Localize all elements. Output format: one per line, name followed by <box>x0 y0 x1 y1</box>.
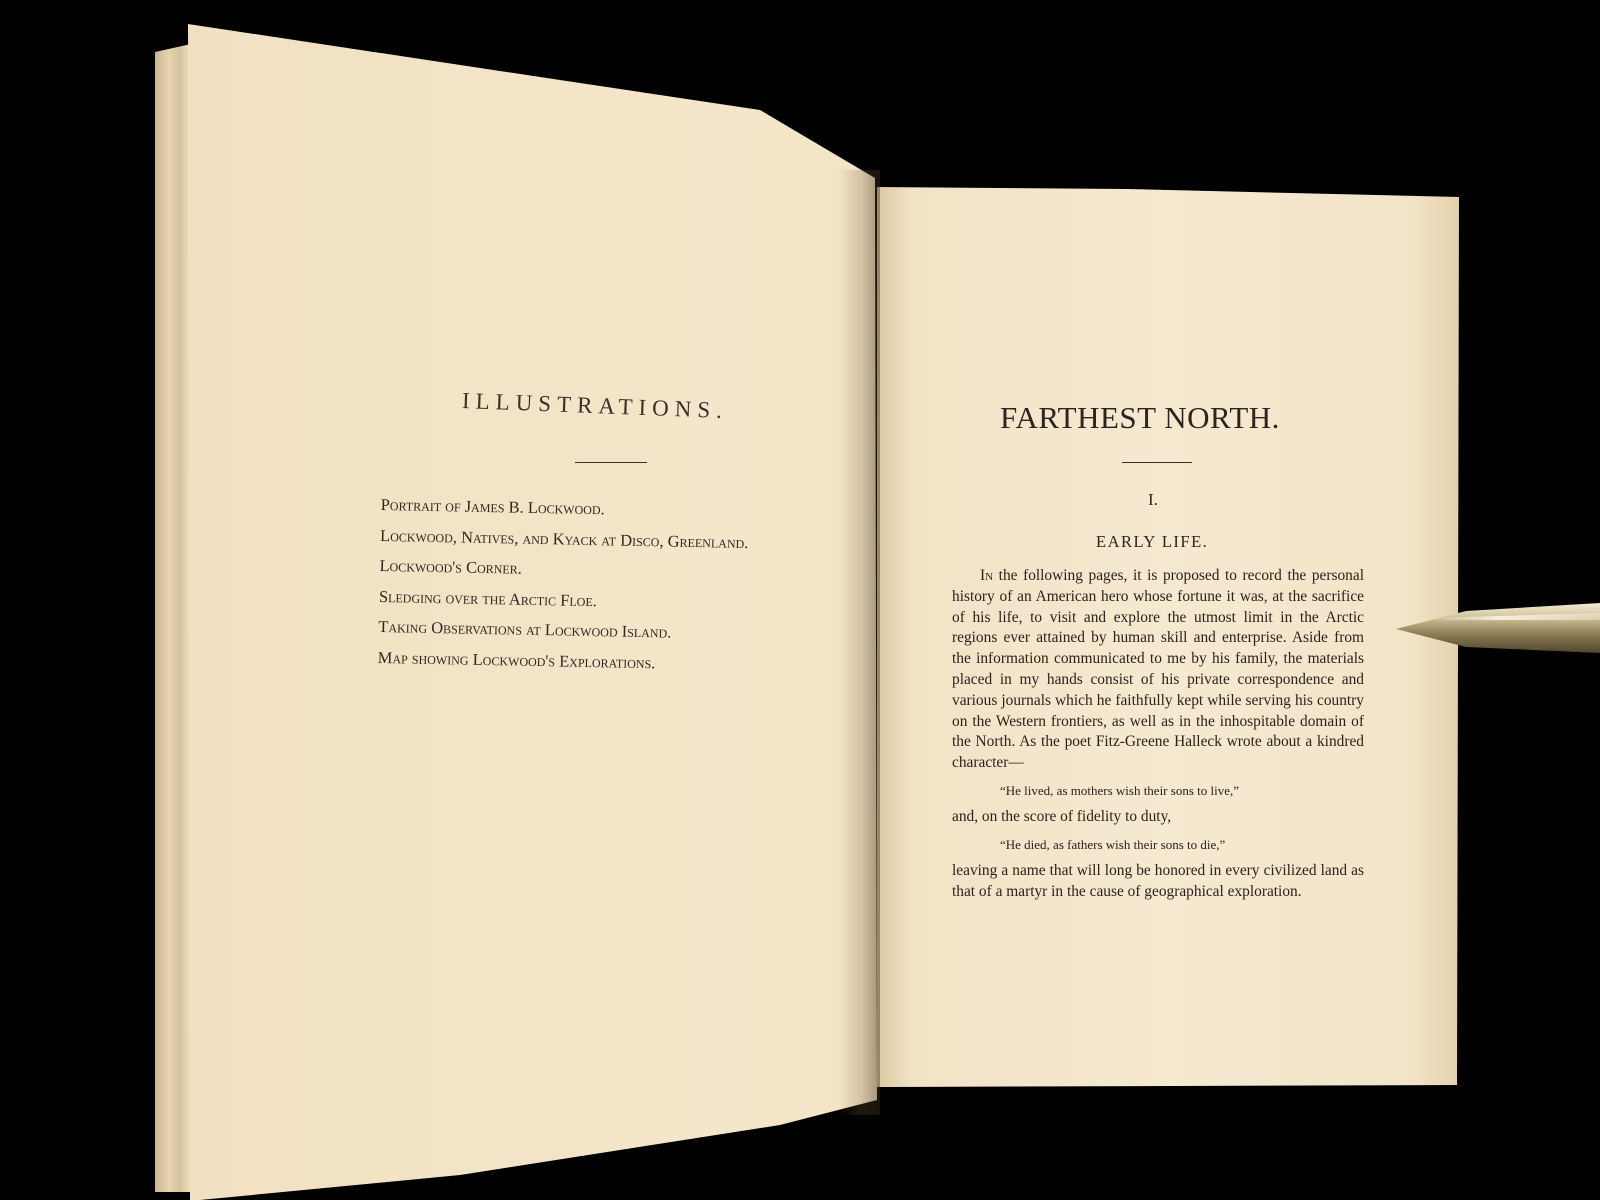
chapter-body <box>952 566 1364 902</box>
paragraph-text: the following pages, it is proposed to record the personal history of an American hero whose fortune it was, at the sacrifice of his life, to visit and explore the utmost limit in the Arctic regions ever attained by human skill and enterprise. Aside from the information communicated to me by his family, the materials placed in my hands consist of his private correspondence and various journals which he faithfully kept while serving his country on the Western frontiers, as well as in the inhospitable domain of the North. As the poet Fitz-Greene Halleck wrote about a kindred character— <box>952 567 1364 772</box>
illustrations-heading: ILLUSTRATIONS. <box>461 388 729 424</box>
title-rule <box>1122 462 1192 463</box>
drop-lead: In <box>980 567 994 584</box>
illustrations-list <box>377 490 860 682</box>
illustration-item: Lockwood, Natives, and Kyack at Disco, Greenland. <box>379 525 749 552</box>
illustration-item: Portrait of James B. Lockwood. <box>380 494 605 519</box>
illustration-item: Map showing Lockwood's Explorations. <box>377 647 656 672</box>
verse-quote: “He died, as fathers wish their sons to die,” <box>1000 836 1226 852</box>
paragraph: and, on the score of fidelity to duty, <box>952 807 1172 825</box>
verse-quote: “He lived, as mothers wish their sons to live,” <box>1000 782 1240 798</box>
heading-rule <box>575 462 647 463</box>
illustration-item: Sledging over the Arctic Floe. <box>378 586 598 610</box>
illustration-item: Taking Observations at Lockwood Island. <box>378 616 672 642</box>
illustration-item: Lockwood's Corner. <box>379 555 523 578</box>
book-title: FARTHEST NORTH. <box>1000 400 1280 435</box>
paragraph: leaving a name that will long be honored in every civilized land as that of a martyr in the cause of geographical exploration. <box>952 861 1364 900</box>
chapter-number: I. <box>1148 490 1158 509</box>
paragraph <box>952 566 1364 774</box>
chapter-title: EARLY LIFE. <box>1096 532 1209 551</box>
